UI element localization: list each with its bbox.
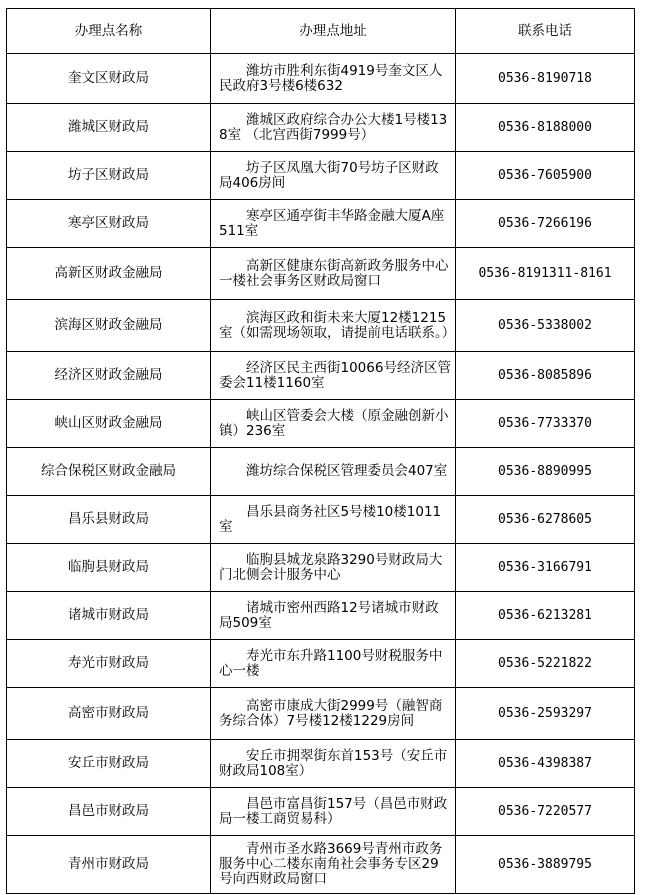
office-phone: 0536-4398387: [456, 740, 635, 788]
office-address-cell: [211, 448, 456, 496]
office-address: 诸城市密州西路12号诸城市财政局509室: [219, 599, 439, 631]
office-phone: 0536-5221822: [456, 640, 635, 688]
office-address-cell: [211, 740, 456, 788]
table-row: [7, 640, 635, 688]
header-address: 办理点地址: [211, 9, 456, 54]
office-address: 临朐县城龙泉路3290号财政局大门北侧会计服务中心: [219, 551, 443, 583]
office-phone: 0536-7605900: [456, 152, 635, 200]
office-address: 经济区民主西街10066号经济区管委会11楼1160室: [219, 359, 451, 391]
office-name: 昌邑市财政局: [7, 788, 211, 836]
office-name: 奎文区财政局: [7, 54, 211, 104]
office-address-cell: [211, 544, 456, 592]
office-name: 寿光市财政局: [7, 640, 211, 688]
office-address-cell: [211, 836, 456, 894]
office-name: 寒亭区财政局: [7, 200, 211, 248]
office-name: 昌乐县财政局: [7, 496, 211, 544]
office-address: 安丘市拥翠街东首153号（安丘市财政局108室）: [219, 747, 448, 779]
table-row: [7, 300, 635, 352]
table-row: [7, 200, 635, 248]
office-address: 潍城区政府综合办公大楼1号楼138室 （北宫西街7999号）: [219, 111, 448, 143]
table-row: [7, 592, 635, 640]
table-row: [7, 152, 635, 200]
table-row: [7, 400, 635, 448]
table-row: [7, 496, 635, 544]
office-address: 高密市康成大街2999号（融智商务综合体）7号楼12楼1229房间: [219, 697, 443, 729]
office-address: 寿光市东升路1100号财税服务中心一楼: [219, 647, 443, 679]
office-address-cell: [211, 54, 456, 104]
office-address-cell: [211, 152, 456, 200]
table-row: [7, 688, 635, 740]
office-phone: 0536-8188000: [456, 104, 635, 152]
office-address: 青州市圣水路3669号青州市政务服务中心二楼东南角社会事务专区29号向西财政局窗口: [219, 841, 443, 887]
table-row: [7, 248, 635, 300]
office-address-cell: [211, 592, 456, 640]
office-phone: 0536-8190718: [456, 54, 635, 104]
office-address-cell: [211, 248, 456, 300]
office-name: 临朐县财政局: [7, 544, 211, 592]
office-name: 诸城市财政局: [7, 592, 211, 640]
header-name: 办理点名称: [7, 9, 211, 54]
table-header-row: [7, 9, 635, 54]
office-address-cell: [211, 688, 456, 740]
table-row: [7, 740, 635, 788]
header-phone: 联系电话: [456, 9, 635, 54]
office-address: 坊子区凤凰大街70号坊子区财政局406房间: [219, 159, 439, 191]
office-address: 昌乐县商务社区5号楼10楼1011室: [219, 503, 442, 535]
table-row: [7, 104, 635, 152]
office-name: 高新区财政金融局: [7, 248, 211, 300]
table-row: [7, 544, 635, 592]
office-phone: 0536-3166791: [456, 544, 635, 592]
table-row: [7, 352, 635, 400]
office-address: 高新区健康东街高新政务服务中心一楼社会事务区财政局窗口: [219, 257, 449, 289]
office-name: 坊子区财政局: [7, 152, 211, 200]
table-row: [7, 788, 635, 836]
office-address-cell: [211, 496, 456, 544]
office-address-cell: [211, 352, 456, 400]
office-address: 昌邑市富昌街157号（昌邑市财政局一楼工商贸易科）: [219, 795, 448, 827]
office-phone: 0536-6278605: [456, 496, 635, 544]
table-row: [7, 836, 635, 894]
office-phone: 0536-3889795: [456, 836, 635, 894]
office-phone: 0536-8191311-8161: [456, 248, 635, 300]
office-address: 寒亭区通亭街丰华路金融大厦A座511室: [219, 207, 445, 239]
office-address: 潍坊市胜利东街4919号奎文区人民政府3号楼6楼632: [219, 62, 443, 94]
office-address: 滨海区政和街未来大厦12楼1215室（如需现场领取，请提前电话联系。）: [219, 309, 456, 341]
office-phone: 0536-8085896: [456, 352, 635, 400]
office-name: 经济区财政金融局: [7, 352, 211, 400]
office-name: 青州市财政局: [7, 836, 211, 894]
office-address-cell: [211, 788, 456, 836]
office-name: 滨海区财政金融局: [7, 300, 211, 352]
office-address-cell: [211, 300, 456, 352]
office-name: 安丘市财政局: [7, 740, 211, 788]
office-phone: 0536-8890995: [456, 448, 635, 496]
office-name: 峡山区财政金融局: [7, 400, 211, 448]
office-phone: 0536-5338002: [456, 300, 635, 352]
office-phone: 0536-2593297: [456, 688, 635, 740]
office-phone: 0536-7266196: [456, 200, 635, 248]
office-name: 高密市财政局: [7, 688, 211, 740]
office-table: [6, 8, 635, 894]
office-name: 潍城区财政局: [7, 104, 211, 152]
office-address: 潍坊综合保税区管理委员会407室: [246, 463, 448, 479]
office-phone: 0536-7733370: [456, 400, 635, 448]
office-address: 峡山区管委会大楼（原金融创新小镇）236室: [219, 407, 449, 439]
office-name: 综合保税区财政金融局: [7, 448, 211, 496]
table-row: [7, 54, 635, 104]
office-address-cell: [211, 400, 456, 448]
office-address-cell: [211, 640, 456, 688]
office-phone: 0536-7220577: [456, 788, 635, 836]
office-address-cell: [211, 200, 456, 248]
office-address-cell: [211, 104, 456, 152]
office-phone: 0536-6213281: [456, 592, 635, 640]
table-row: [7, 448, 635, 496]
